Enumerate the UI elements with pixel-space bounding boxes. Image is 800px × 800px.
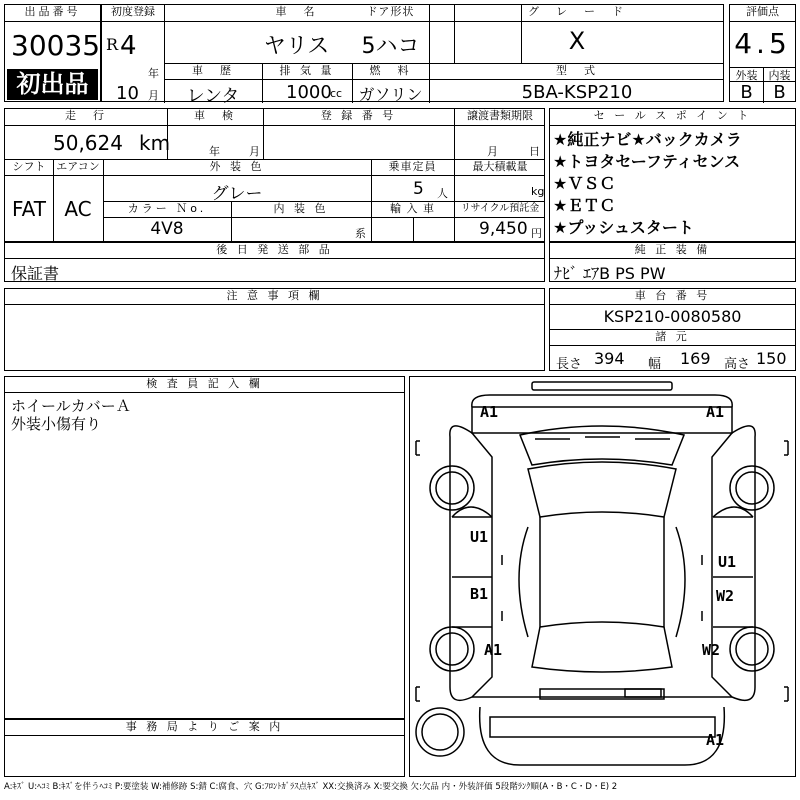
sales-point-2: ★トヨタセーフティセンス bbox=[553, 152, 741, 171]
recycle-label: リサイクル預託金 bbox=[460, 203, 540, 214]
registration-label: 初度登録 bbox=[111, 5, 155, 18]
score-value: 4.5 bbox=[734, 27, 791, 60]
damage-mark-left-rear: A1 bbox=[484, 641, 503, 659]
inspection-month-unit: 月 bbox=[249, 145, 260, 158]
transfer-month-unit: 月 bbox=[487, 145, 498, 158]
office-box bbox=[4, 719, 405, 777]
exterior-score-label: 外装 bbox=[735, 69, 758, 82]
damage-mark-front-left: A1 bbox=[480, 403, 499, 421]
mileage-value: 50,624 bbox=[53, 131, 123, 155]
aircon-label: エアコン bbox=[56, 160, 100, 173]
grade-label: グ レ ー ド bbox=[528, 5, 626, 18]
capacity-label: 乗車定員 bbox=[388, 160, 437, 173]
specs-label: 諸 元 bbox=[655, 330, 690, 343]
fuel-value: ガソリン bbox=[358, 85, 423, 104]
later-parts-label: 後 日 発 送 部 品 bbox=[216, 243, 333, 256]
sales-point-3: ★ＶＳＣ bbox=[553, 174, 616, 193]
sales-point-5: ★プッシュスタート bbox=[553, 218, 694, 237]
damage-mark-right-rear-door: W2 bbox=[716, 587, 735, 605]
interior-color-unit: 系 bbox=[355, 227, 366, 240]
history-value: レンタ bbox=[186, 86, 240, 107]
aircon-value: AC bbox=[64, 197, 92, 221]
grade-value: X bbox=[568, 27, 586, 55]
inspection-label: 車 検 bbox=[194, 109, 236, 122]
damage-mark-left-rear-door: B1 bbox=[470, 585, 489, 603]
genuine-equipment-label: 純 正 装 備 bbox=[634, 243, 711, 256]
later-parts-value: 保証書 bbox=[11, 264, 60, 283]
height-label: 高さ bbox=[724, 357, 751, 372]
door-label: ドア形状 bbox=[366, 5, 415, 18]
top-info-table bbox=[101, 4, 724, 107]
history-label: 車 歴 bbox=[192, 64, 234, 77]
first-listing-badge: 初出品 bbox=[7, 69, 98, 100]
door-value: 5ハコ bbox=[361, 34, 420, 59]
width-label: 幅 bbox=[648, 357, 662, 372]
damage-mark-right-front-door: U1 bbox=[718, 553, 737, 571]
interior-score: B bbox=[773, 82, 786, 103]
shift-value: FAT bbox=[11, 197, 46, 221]
damage-mark-rear-bumper: A1 bbox=[706, 731, 725, 749]
lot-number: 30035 bbox=[11, 29, 101, 62]
damage-mark-right-rear: W2 bbox=[702, 641, 721, 659]
car-name-value: ヤリス bbox=[263, 34, 330, 59]
office-label: 事 務 局 よ り ご 案 内 bbox=[125, 720, 284, 733]
sales-point-1: ★純正ナビ★バックカメラ bbox=[553, 130, 742, 149]
car-diagram bbox=[409, 376, 796, 777]
recycle-value: 9,450 bbox=[479, 219, 528, 239]
capacity-value: 5 bbox=[413, 179, 424, 199]
registration-era: R bbox=[106, 35, 119, 54]
plate-label: 登 録 番 号 bbox=[320, 109, 397, 122]
registration-month: 10 bbox=[116, 83, 139, 104]
interior-color-label: 内 装 色 bbox=[273, 202, 329, 215]
color-no-label: カラー Ｎo. bbox=[127, 202, 207, 215]
score-label: 評価点 bbox=[746, 5, 779, 18]
exterior-color-label: 外 装 色 bbox=[209, 160, 265, 173]
displacement-value: 1000 bbox=[286, 82, 332, 103]
car-diagram-svg bbox=[410, 377, 795, 776]
registration-year: 4 bbox=[120, 31, 137, 61]
import-label: 輸 入 車 bbox=[390, 202, 435, 215]
width-value: 169 bbox=[680, 349, 711, 368]
exterior-color-value: グレー bbox=[211, 184, 263, 204]
car-name-label: 車 名 bbox=[275, 5, 318, 18]
genuine-equipment-value: ﾅﾋﾞ ｴｱB PS PW bbox=[554, 264, 666, 283]
notes-box bbox=[4, 288, 545, 371]
later-parts-box bbox=[4, 242, 545, 282]
color-no-value: 4V8 bbox=[150, 219, 184, 239]
sales-points-box bbox=[549, 108, 796, 242]
inspection-year-unit: 年 bbox=[209, 145, 220, 158]
transfer-deadline-label: 譲渡書類期限 bbox=[467, 109, 533, 122]
lot-box bbox=[4, 4, 101, 102]
interior-score-label: 内装 bbox=[768, 69, 791, 82]
height-value: 150 bbox=[756, 349, 787, 368]
displacement-label: 排 気 量 bbox=[279, 64, 335, 77]
mileage-unit: km bbox=[139, 131, 171, 155]
chassis-label: 車 台 番 号 bbox=[634, 289, 711, 302]
transfer-day-unit: 日 bbox=[529, 145, 540, 158]
length-label: 長さ bbox=[556, 357, 583, 372]
inspector-line-2: 外装小傷有り bbox=[11, 415, 102, 433]
score-box bbox=[729, 4, 796, 102]
model-code-value: 5BA-KSP210 bbox=[521, 82, 633, 103]
sales-points-label: セ ー ル ス ポ イ ン ト bbox=[593, 109, 752, 122]
capacity-unit: 人 bbox=[437, 187, 448, 200]
max-load-label: 最大積載量 bbox=[472, 160, 528, 173]
inspector-label: 検 査 員 記 入 欄 bbox=[146, 377, 263, 390]
inspector-box bbox=[4, 376, 405, 719]
chassis-box bbox=[549, 288, 796, 371]
length-value: 394 bbox=[594, 349, 625, 368]
damage-mark-front-right: A1 bbox=[706, 403, 725, 421]
registration-month-unit: 月 bbox=[148, 89, 159, 102]
legend-text: A:ｷｽﾞ U:ﾍｺﾐ B:ｷｽﾞを伴うﾍｺﾐ P:要塗装 W:補修跡 S:錆 C:腐食、穴 G:ﾌﾛﾝﾄｶﾞﾗｽ点ｷｽﾞ XX:交換済み X:要交換 欠:欠品 内・外装評価 5段階ﾗﾝｸ順(A・B・C・D・E) 2 bbox=[4, 782, 618, 792]
sales-point-4: ★ＥＴＣ bbox=[553, 196, 616, 215]
shift-label: シフト bbox=[12, 160, 46, 173]
notes-label: 注 意 事 項 欄 bbox=[226, 289, 323, 302]
genuine-equipment-box bbox=[549, 242, 796, 282]
fuel-label: 燃 料 bbox=[369, 64, 412, 77]
lot-label: 出品番号 bbox=[24, 5, 81, 18]
inspector-line-1: ホイールカバーＡ bbox=[11, 397, 131, 415]
displacement-unit: cc bbox=[330, 87, 343, 100]
mileage-label: 走 行 bbox=[65, 109, 107, 122]
max-load-unit: kg bbox=[531, 185, 545, 198]
damage-mark-left-front-door: U1 bbox=[470, 528, 489, 546]
recycle-unit: 円 bbox=[531, 227, 542, 240]
exterior-score: B bbox=[740, 82, 753, 103]
model-code-label: 型 式 bbox=[556, 64, 598, 77]
vehicle-details-table bbox=[4, 108, 545, 242]
registration-year-unit: 年 bbox=[148, 67, 159, 80]
chassis-value: KSP210-0080580 bbox=[603, 307, 742, 326]
